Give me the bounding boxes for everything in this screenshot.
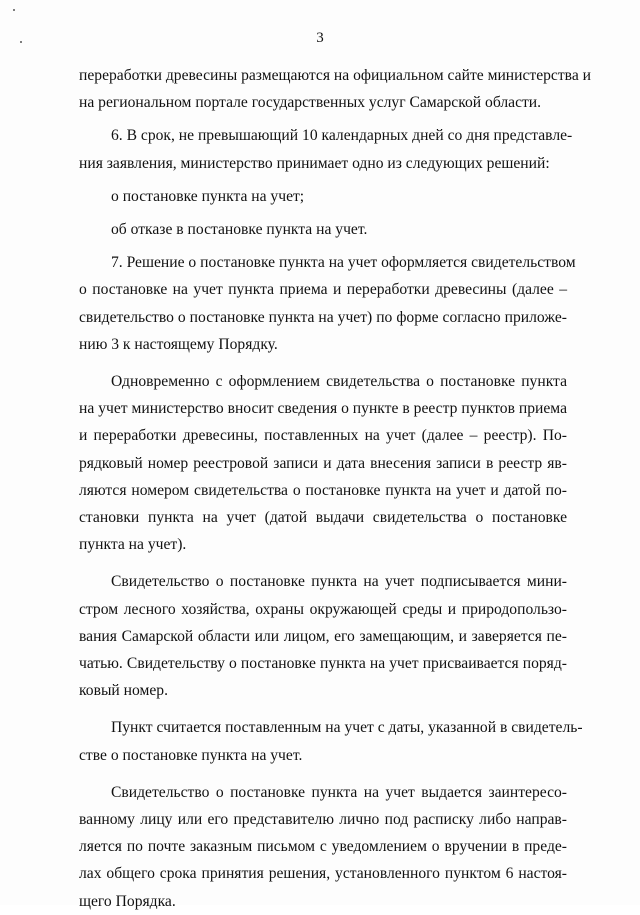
paragraph — [79, 368, 567, 558]
paragraph — [79, 568, 567, 704]
text-line: вания Самарской области или лицом, его замещающим, и заверяется пе- — [79, 627, 567, 645]
scan-speck — [13, 9, 15, 11]
text-line: 6. В срок, не превышающий 10 календарных дней со дня представле- — [111, 127, 573, 145]
text-line: щего Порядка. — [79, 892, 176, 910]
text-line: пункта на учет). — [79, 536, 187, 554]
page-number: 3 — [316, 30, 324, 46]
text-line: 7. Решение о постановке пункта на учет оформляется свидетельством — [111, 254, 576, 272]
text-line: нию 3 к настоящему Порядку. — [79, 335, 278, 353]
text-line: стве о постановке пункта на учет. — [79, 746, 303, 764]
text-line: становки пункта на учет (датой выдачи свидетельства о постановке — [79, 509, 567, 527]
text-line: Свидетельство о постановке пункта на учет выдается заинтересо- — [111, 783, 567, 801]
text-line: ляются номером свидетельства о постановке пункта на учет и датой по- — [79, 481, 567, 499]
paragraph — [79, 122, 573, 176]
text-line: ляется по почте заказным письмом с уведомлением о вручении в преде- — [79, 838, 567, 856]
text-line: ванному лицу или его представителю лично под расписку либо направ- — [79, 811, 567, 829]
text-line: ния заявления, министерство принимает одно из следующих решений: — [79, 154, 550, 172]
text-line: рядковый номер реестровой записи и дата внесения записи в реестр яв- — [79, 454, 567, 472]
document-body — [79, 62, 591, 915]
paragraph — [79, 249, 576, 358]
paragraph — [79, 216, 567, 243]
text-line: о постановке на учет пункта приема и переработки древесины (далее – — [79, 281, 567, 299]
text-line: на региональном портале государственных услуг Самарской области. — [79, 94, 542, 112]
text-line: и переработки древесины, поставленных на учет (далее – реестр). По- — [79, 427, 567, 445]
text-line: свидетельство о постановке пункта на учет) по форме согласно приложе- — [79, 308, 567, 326]
text-line: об отказе в постановке пункта на учет. — [111, 221, 368, 239]
text-line: лах общего срока принятия решения, установленного пунктом 6 настоя- — [79, 865, 567, 883]
text-line: о постановке пункта на учет; — [111, 187, 305, 205]
paragraph — [79, 779, 567, 915]
text-line: стром лесного хозяйства, охраны окружающей среды и природопользо- — [79, 600, 567, 618]
text-line: Пункт считается поставленным на учет с даты, указанной в свидетель- — [111, 719, 583, 737]
text-line: чатью. Свидетельству о постановке пункта на учет присваивается поряд- — [79, 655, 567, 673]
text-line: ковый номер. — [79, 682, 168, 700]
paragraph — [79, 183, 567, 210]
text-line: переработки древесины размещаются на официальном сайте министерства и — [79, 67, 591, 84]
paragraph — [79, 714, 583, 768]
text-line: Свидетельство о постановке пункта на учет подписывается мини- — [111, 573, 567, 591]
text-line: на учет министерство вносит сведения о пункте в реестр пунктов приема — [79, 400, 567, 418]
text-line: Одновременно с оформлением свидетельства о постановке пункта — [111, 373, 567, 391]
paragraph — [79, 62, 591, 116]
